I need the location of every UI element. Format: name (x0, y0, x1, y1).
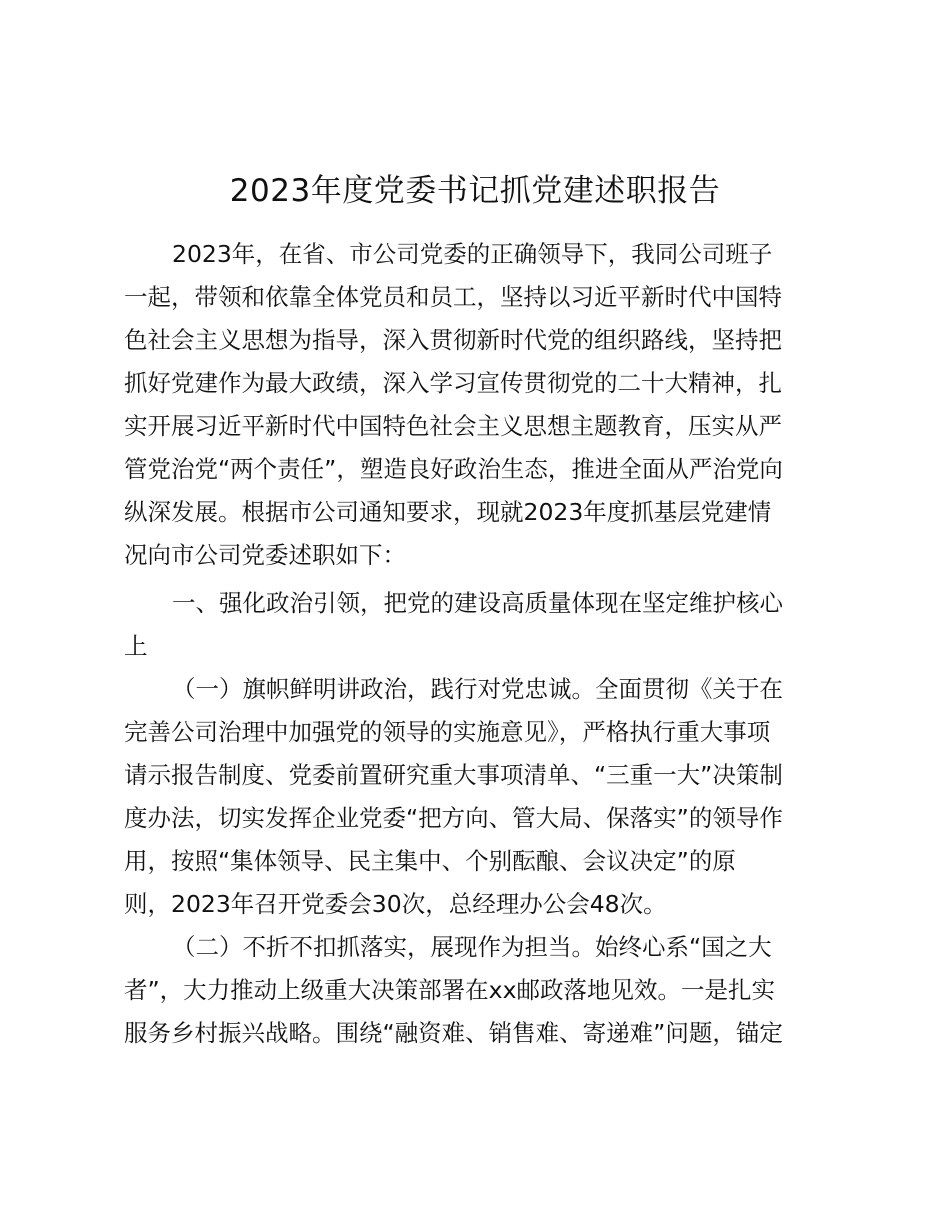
paragraph-line: 况向市公司党委述职如下： (124, 541, 406, 569)
paragraph-line: 服务乡村振兴战略。围绕“融资难、销售难、寄递难”问题，锚定 (124, 1019, 783, 1047)
paragraph-line: 则，2023年召开党委会30次，总经理办公会48次。 (124, 890, 667, 918)
paragraph-line: 用，按照“集体领导、民主集中、个别酝酿、会议决定”的原 (124, 847, 736, 875)
paragraph-line: 纵深发展。根据市公司通知要求，现就2023年度抓基层党建情 (124, 498, 772, 526)
paragraph-line: 者”，大力推动上级重大决策部署在xx邮政落地见效。一是扎实 (124, 976, 775, 1004)
paragraph-line: 完善公司治理中加强党的领导的实施意见》，严格执行重大事项 (124, 718, 771, 746)
paragraph-line: 度办法，切实发挥企业党委“把方向、管大局、保落实”的领导作 (124, 804, 783, 832)
paragraph-line: 请示报告制度、党委前置研究重大事项清单、“三重一大”决策制 (124, 761, 783, 789)
paragraph-line: 色社会主义思想为指导，深入贯彻新时代党的组织路线，坚持把 (124, 326, 782, 354)
paragraph-line: 2023年，在省、市公司党委的正确领导下，我同公司班子 (172, 240, 773, 268)
document-title: 2023年度党委书记抓党建述职报告 (229, 173, 721, 209)
paragraph-line: （二）不折不扣抓落实，展现作为担当。始终心系“国之大 (172, 933, 772, 961)
paragraph-line: 管党治党“两个责任”，塑造良好政治生态，推进全面从严治党向 (124, 455, 783, 483)
section-heading-line: 上 (124, 632, 148, 660)
paragraph-line: （一）旗帜鲜明讲政治，践行对党忠诚。全面贯彻《关于在 (172, 675, 783, 703)
paragraph-line: 一起，带领和依靠全体党员和员工，坚持以习近平新时代中国特 (124, 283, 782, 311)
paragraph-line: 抓好党建作为最大政绩，深入学习宣传贯彻党的二十大精神，扎 (124, 369, 782, 397)
section-heading-line: 一、强化政治引领，把党的建设高质量体现在坚定维护核心 (172, 589, 783, 617)
paragraph-line: 实开展习近平新时代中国特色社会主义思想主题教育，压实从严 (124, 412, 782, 440)
